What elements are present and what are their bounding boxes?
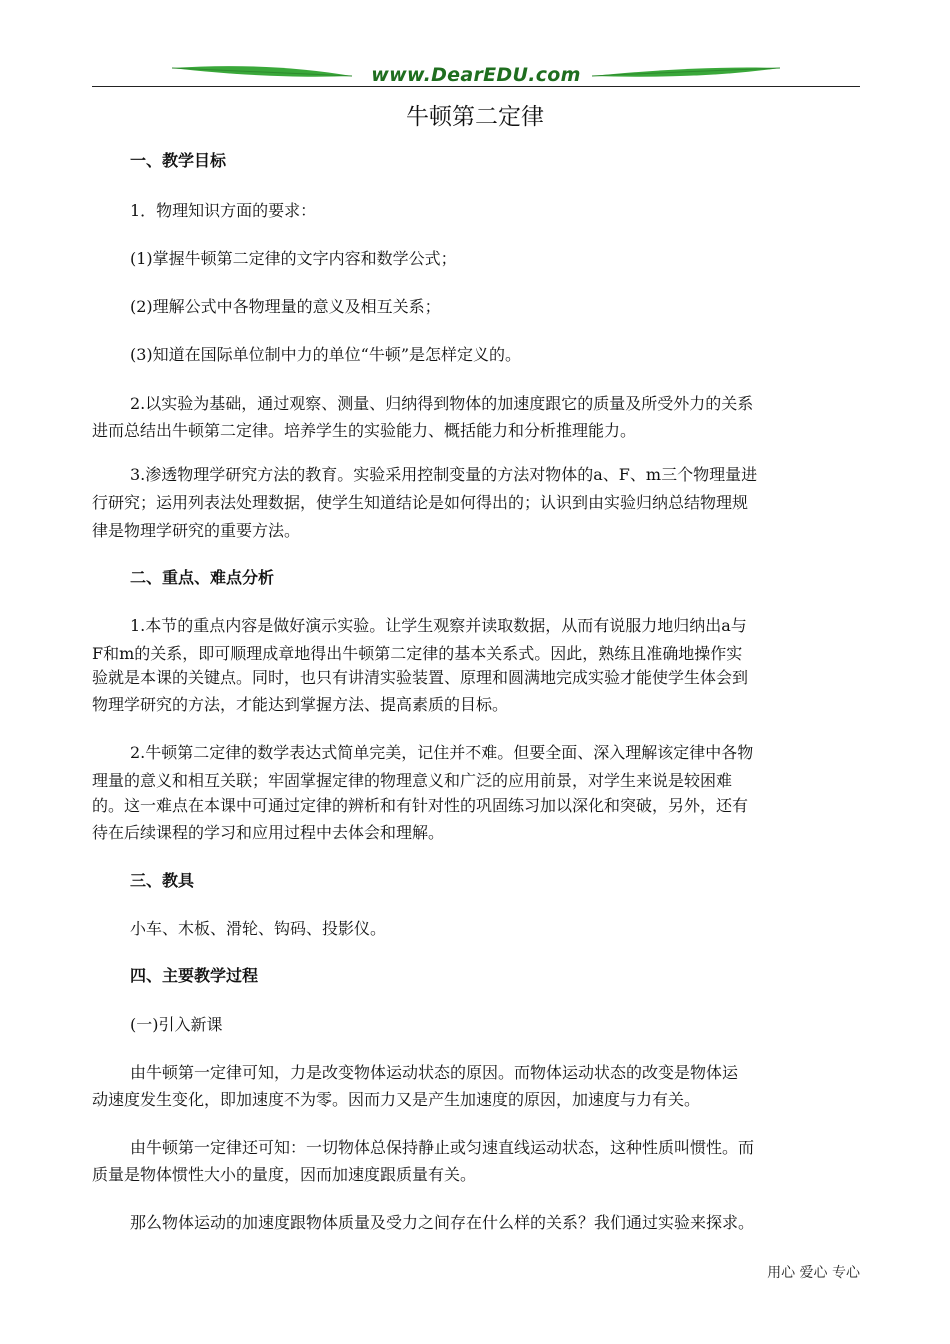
- paragraph-line: 动速度发生变化，即加速度不为零。因而力又是产生加速度的原因，加速度与力有关。: [92, 1090, 701, 1109]
- paragraph-line: 由牛顿第一定律还可知：一切物体总保持静止或匀速直线运动状态，这种性质叫惯性。而: [130, 1138, 755, 1157]
- paragraph-line: 行研究；运用列表法处理数据，使学生知道结论是如何得出的；认识到由实验归纳总结物理规: [92, 493, 749, 512]
- paragraph-line: 2.以实验为基础，通过观察、测量、归纳得到物体的加速度跟它的质量及所受外力的关系: [130, 394, 754, 413]
- paragraph-line: 小车、木板、滑轮、钩码、投影仪。: [130, 919, 387, 938]
- paragraph-line: 那么物体运动的加速度跟物体质量及受力之间存在什么样的关系？我们通过实验来探求。: [130, 1213, 755, 1232]
- paragraph-line: 1.本节的重点内容是做好演示实验。让学生观察并读取数据，从而有说服力地归纳出a与: [130, 616, 747, 635]
- section-heading: 四、主要教学过程: [130, 966, 259, 985]
- section-heading: 三、教具: [130, 871, 195, 890]
- paragraph-line: 由牛顿第一定律可知，力是改变物体运动状态的原因。而物体运动状态的改变是物体运: [130, 1063, 739, 1082]
- paragraph-line: 律是物理学研究的重要方法。: [92, 521, 301, 540]
- paragraph-line: (3)知道在国际单位制中力的单位“牛顿”是怎样定义的。: [130, 345, 522, 364]
- paragraph-line: 验就是本课的关键点。同时，也只有讲清实验装置、原理和圆满地完成实验才能使学生体会到: [92, 668, 749, 687]
- paragraph-line: 待在后续课程的学习和应用过程中去体会和理解。: [92, 823, 445, 842]
- header-rule: [92, 86, 860, 87]
- paragraph-line: (2)理解公式中各物理量的意义及相互关系；: [130, 297, 441, 316]
- paragraph-line: 3.渗透物理学研究方法的教育。实验采用控制变量的方法对物体的a、F、m三个物理量进: [130, 465, 758, 484]
- paragraph-line: (1)掌握牛顿第二定律的文字内容和数学公式；: [130, 249, 457, 268]
- section-heading: 二、重点、难点分析: [130, 568, 275, 587]
- paragraph-line: 理量的意义和相互关联；牢固掌握定律的物理意义和广泛的应用前景，对学生来说是较困难: [92, 771, 733, 790]
- paragraph-line: 1．物理知识方面的要求：: [130, 201, 317, 220]
- page-footer: 用心 爱心 专心: [767, 1265, 860, 1281]
- document-title: 牛顿第二定律: [406, 104, 544, 130]
- paragraph-line: 的。这一难点在本课中可通过定律的辨析和有针对性的巩固练习加以深化和突破，另外，还有: [92, 796, 749, 815]
- paragraph-line: 质量是物体惯性大小的量度，因而加速度跟质量有关。: [92, 1165, 477, 1184]
- paragraph-line: 2.牛顿第二定律的数学表达式简单完美，记住并不难。但要全面、深入理解该定律中各物: [130, 743, 754, 762]
- paragraph-line: (一)引入新课: [130, 1015, 223, 1034]
- logo-text: www.DearEDU.com: [371, 64, 581, 86]
- paragraph-line: 物理学研究的方法，才能达到掌握方法、提高素质的目标。: [92, 695, 509, 714]
- paragraph-line: 进而总结出牛顿第二定律。培养学生的实验能力、概括能力和分析推理能力。: [92, 421, 637, 440]
- section-heading: 一、教学目标: [130, 151, 227, 170]
- paragraph-line: F和m的关系，即可顺理成章地得出牛顿第二定律的基本关系式。因此，熟练且准确地操作实: [92, 644, 743, 663]
